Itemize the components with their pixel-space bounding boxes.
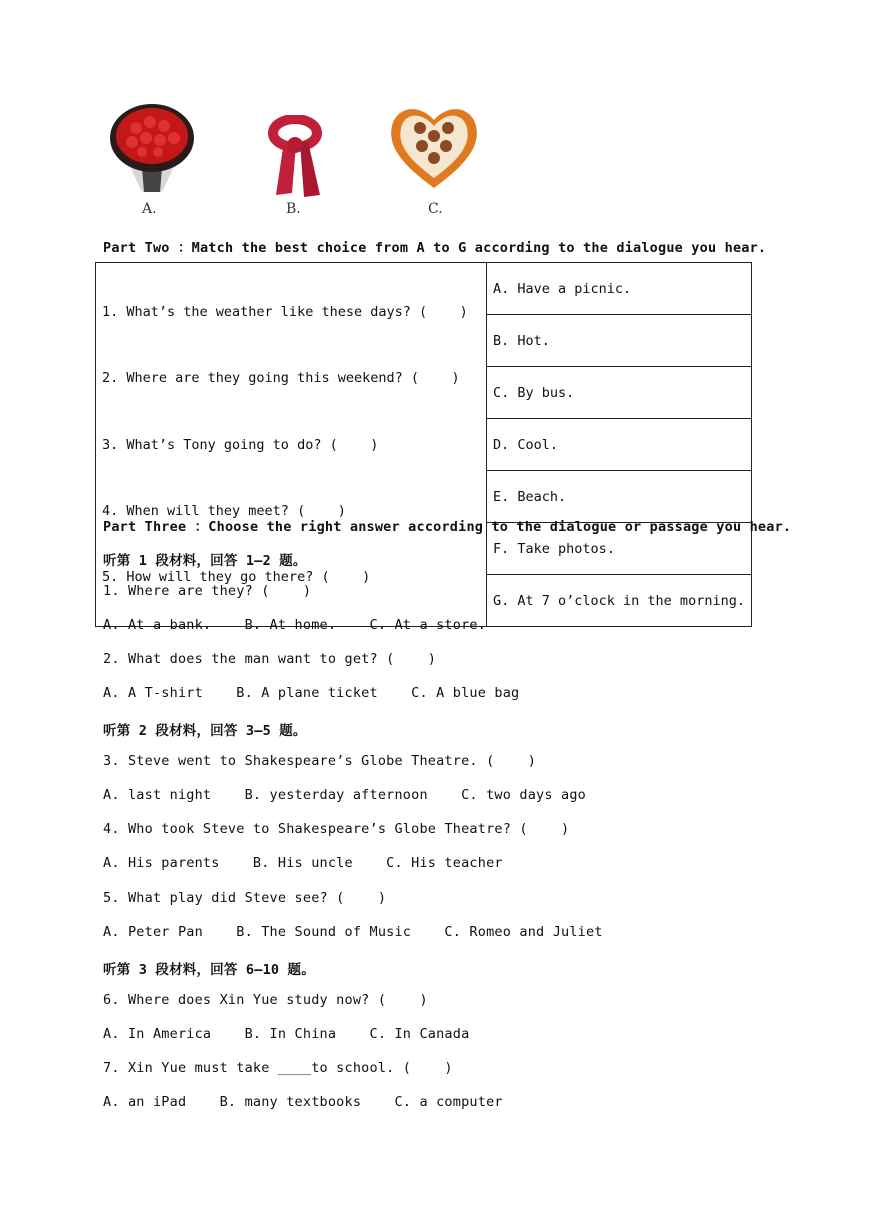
choice-g: G. At 7 o’clock in the morning. <box>487 575 752 627</box>
choice-c: C. By bus. <box>487 367 752 419</box>
choice-e: E. Beach. <box>487 471 752 523</box>
answer-options-line: A. last night B. yesterday afternoon C. two days ago <box>103 787 587 803</box>
section-heading-2: 听第 2 段材料，回答 3—5 题。 <box>103 723 307 739</box>
question-line: 2. What does the man want to get? ( ) <box>103 651 437 667</box>
part-two-title: Part Two ：Match the best choice from A to G according to the dialogue you hear. <box>103 240 767 256</box>
question-line: 3. Steve went to Shakespeare’s Globe Theatre. ( ) <box>103 753 537 769</box>
picture-label-c: C. <box>428 201 443 217</box>
answer-options-line: A. His parents B. His uncle C. His teacher <box>103 855 503 871</box>
choice-f: F. Take photos. <box>487 523 752 575</box>
choice-b: B. Hot. <box>487 315 752 367</box>
section-heading-3: 听第 3 段材料，回答 6—10 题。 <box>103 962 315 978</box>
section-heading-1: 听第 1 段材料，回答 1—2 题。 <box>103 553 307 569</box>
answer-options-line: A. an iPad B. many textbooks C. a computer <box>103 1094 503 1110</box>
picture-label-b: B. <box>286 201 301 217</box>
red-scarf-icon <box>262 115 328 201</box>
rose-bouquet-icon <box>106 98 198 194</box>
question-4: 4. When will they meet? ( ) <box>102 502 346 519</box>
question-line: 6. Where does Xin Yue study now? ( ) <box>103 992 428 1008</box>
matching-table <box>95 262 752 627</box>
answer-options-line: A. A T-shirt B. A plane ticket C. A blue bag <box>103 685 520 701</box>
questions-cell <box>96 263 487 627</box>
part-three-title: Part Three ：Choose the right answer according to the dialogue or passage you hear. <box>103 519 792 535</box>
question-line: 5. What play did Steve see? ( ) <box>103 890 387 906</box>
question-1: 1. What’s the weather like these days? ( ) <box>102 304 468 320</box>
question-line: 1. Where are they? ( ) <box>103 583 312 599</box>
choice-d: D. Cool. <box>487 419 752 471</box>
answer-options-line: A. Peter Pan B. The Sound of Music C. Romeo and Juliet <box>103 924 603 940</box>
question-line: 7. Xin Yue must take ____to school. ( ) <box>103 1060 453 1076</box>
question-3: 3. What’s Tony going to do? ( ) <box>102 436 379 453</box>
choice-a: A. Have a picnic. <box>487 263 752 315</box>
question-5: 5. How will they go there? ( ) <box>102 569 371 586</box>
question-2: 2. Where are they going this weekend? ( ) <box>102 370 460 387</box>
picture-label-a: A. <box>142 201 157 217</box>
answer-options-line: A. At a bank. B. At home. C. At a store. <box>103 617 487 633</box>
heart-chocolate-box-icon <box>388 100 480 192</box>
answer-options-line: A. In America B. In China C. In Canada <box>103 1026 470 1042</box>
question-line: 4. Who took Steve to Shakespeare’s Globe Theatre? ( ) <box>103 821 570 837</box>
